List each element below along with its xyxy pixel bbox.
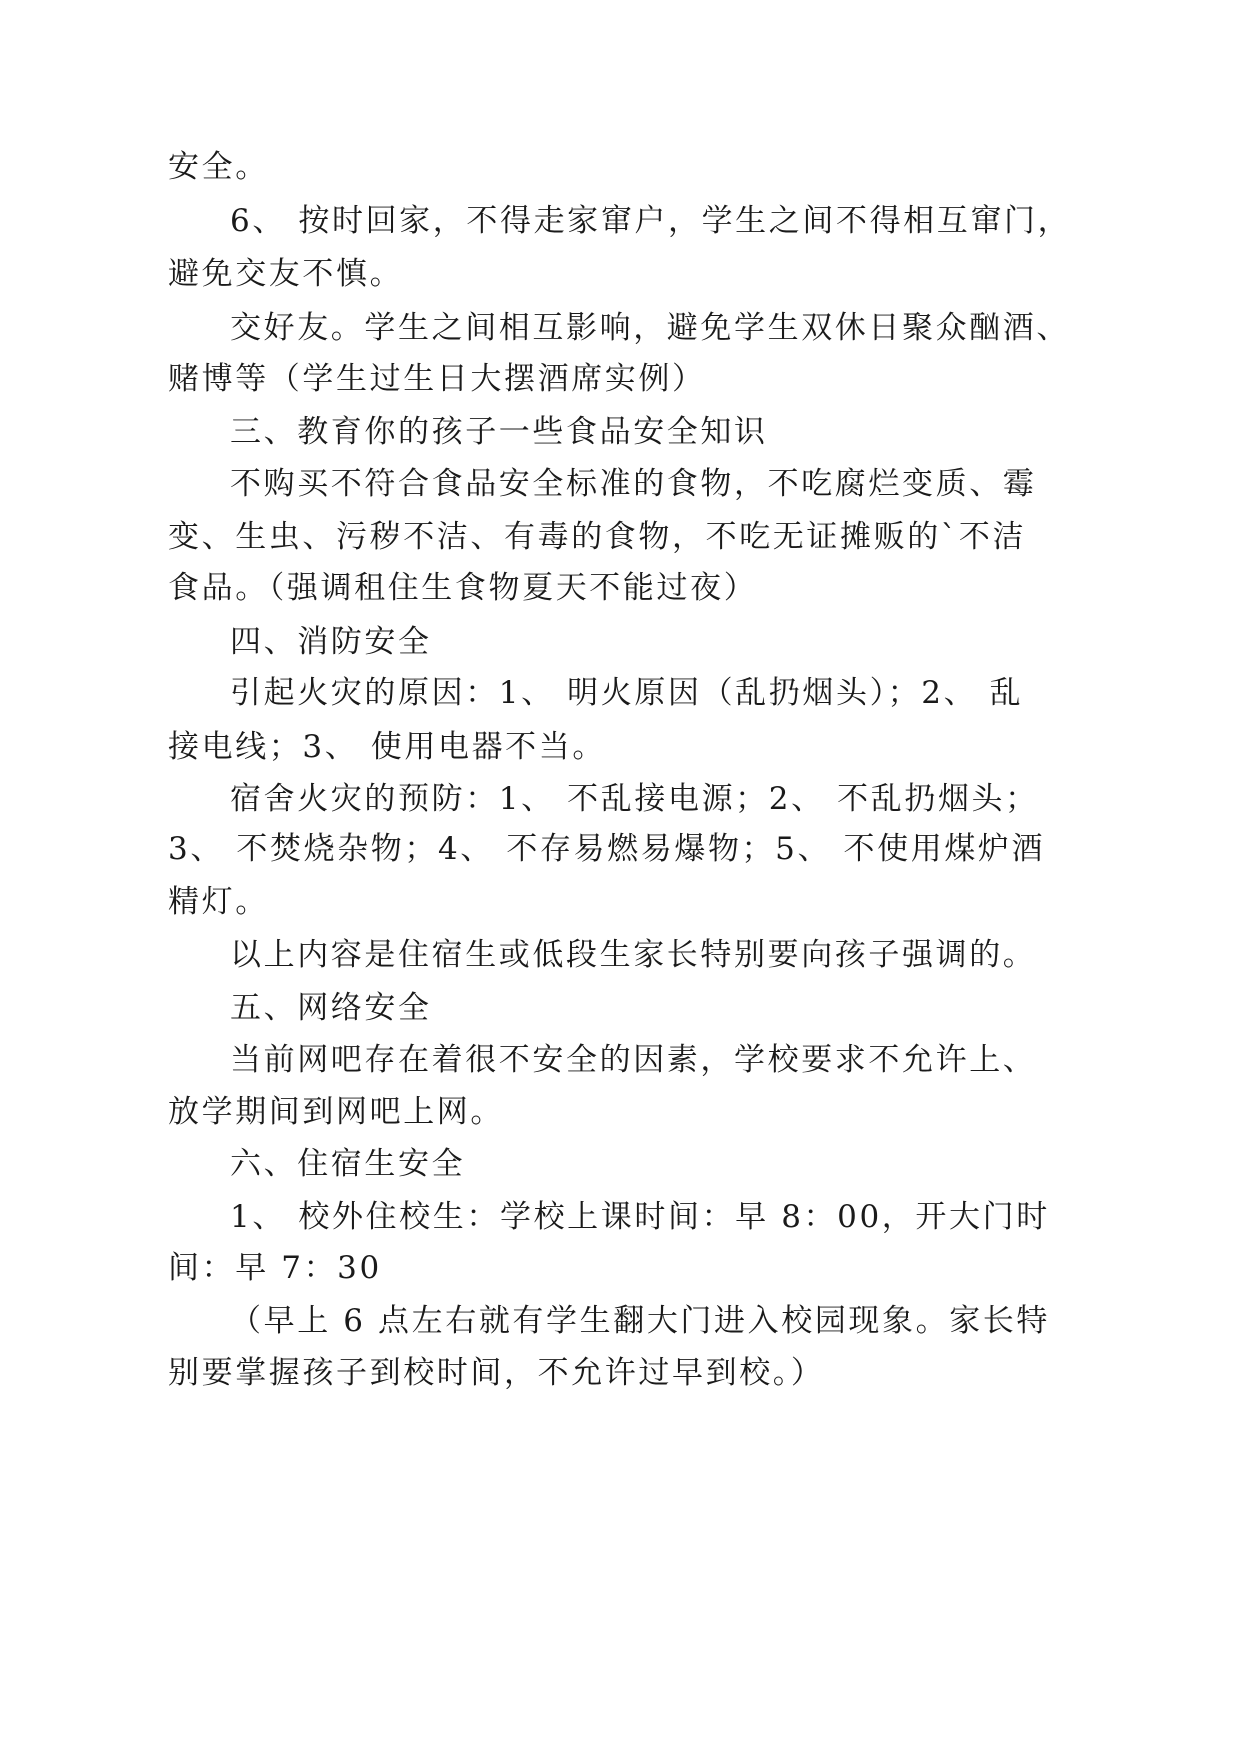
text-line: 交好友。学生之间相互影响，避免学生双休日聚众酗酒、	[230, 310, 1070, 346]
text-line: 宿舍火灾的预防：1、 不乱接电源；2、 不乱扔烟头；	[230, 781, 1039, 817]
text-line: 接电线；3、 使用电器不当。	[168, 729, 606, 765]
text-line: 变、生虫、污秽不洁、有毒的食物，不吃无证摊贩的`不洁	[168, 519, 1027, 555]
text-line: 放学期间到网吧上网。	[168, 1094, 504, 1130]
text-line: 精灯。	[168, 884, 269, 920]
text-line: 3、 不焚烧杂物；4、 不存易燃易爆物；5、 不使用煤炉酒	[168, 831, 1046, 867]
text-line: 引起火灾的原因：1、 明火原因（乱扔烟头）；2、 乱	[230, 675, 1024, 711]
text-line: 食品。（强调租住生食物夏天不能过夜）	[168, 570, 758, 606]
text-line: 不购买不符合食品安全标准的食物，不吃腐烂变质、霉	[230, 466, 1037, 502]
text-line: 6、 按时回家，不得走家窜户，学生之间不得相互窜门，	[230, 203, 1072, 239]
text-line: 避免交友不慎。	[168, 256, 404, 292]
text-line: 间：早 7：30	[168, 1250, 382, 1286]
text-line: 安全。	[168, 149, 269, 185]
section-heading: 三、教育你的孩子一些食品安全知识	[230, 414, 768, 450]
section-heading: 五、网络安全	[230, 990, 432, 1026]
text-line: 1、 校外住校生：学校上课时间：早 8：00，开大门时	[230, 1199, 1050, 1235]
section-heading: 四、消防安全	[230, 624, 432, 660]
text-line: 以上内容是住宿生或低段生家长特别要向孩子强调的。	[230, 937, 1037, 973]
text-line: 当前网吧存在着很不安全的因素，学校要求不允许上、	[230, 1042, 1037, 1078]
section-heading: 六、住宿生安全	[230, 1146, 466, 1182]
text-line: 别要掌握孩子到校时间，不允许过早到校。）	[168, 1355, 825, 1391]
text-line: 赌博等（学生过生日大摆酒席实例）	[168, 361, 706, 397]
text-line: （早上 6 点左右就有学生翻大门进入校园现象。家长特	[230, 1303, 1051, 1339]
